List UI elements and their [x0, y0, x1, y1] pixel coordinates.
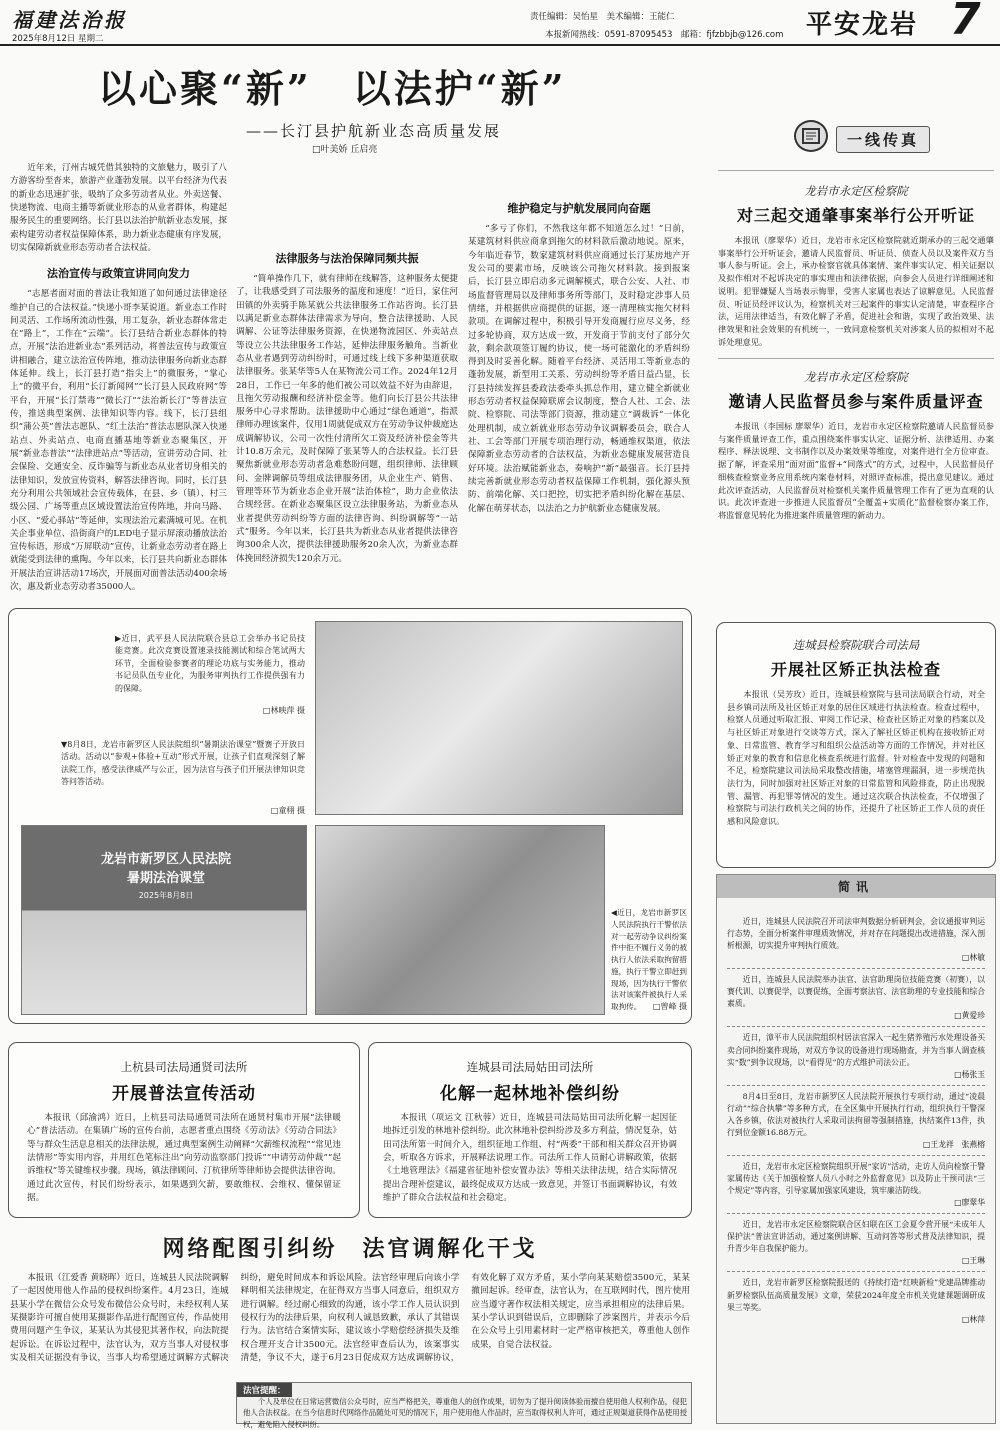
article-body: 本报讯（项运文 江秋蓉）近日，连城县司法局姑田司法所化解一起因征地拆迁引发的林地补偿纠纷。此次林地补偿纠纷涉及多方利益，情况复杂，姑田司法所第一时间介入，组织征地工作组、村“两委”干部和相关群众召开协调会，听取各方诉求，开展释法说理工作。司法所工作人员耐心讲解政策，依据《土地管理法》《福建省征地补偿安置办法》等相关法律法规，结合实际情况提出合理补偿建议，最终促成双方达成一致意见，并签订书面调解协议，有效维护了群众合法权益和社会稳定。: [383, 1113, 677, 1203]
brief-item: [727, 1219, 985, 1266]
judge-tip-box: [236, 1382, 692, 1429]
article-title: 邀请人民监督员参与案件质量评查: [728, 392, 984, 411]
article-body: 本报讯（廖翠华）近日，龙岩市永定区检察院就近期承办的三起交通肇事案举行公开听证会，邀请人民监督员、听证员、侦查人员以及案件双方当事人参与听证。会上，承办检察官就具体案情、案件事实认定、相关证据以及拟作相对不起诉决定的事实理由和法律依据，向参会人员进行详细阐述和说明。犯罪嫌疑人当场表示悔罪，受害人家属也表达了谅解意见。人民监督员、听证员经评议认为，检察机关对三起案件的事实认定清楚，审查程序合法，运用法律适当，有效化解了矛盾，促进社会和谐，实现了政治效果、法律效果和社会效果的有机统一，一致同意检察机关对涉案人员的拟相对不起诉处理意见。: [718, 235, 994, 347]
photo-enforcement: [315, 825, 605, 1015]
brief-item: [727, 1032, 985, 1079]
brief-author: □王琳: [962, 1256, 985, 1266]
section-name: 平安龙岩: [806, 10, 919, 40]
photo-caption-1: ▶近日，武平县人民法院联合县总工会举办书记员技能竞赛。此次竞赛设置速录技能测试和综合笔试两大环节，全面检验参赛者的理论功底与实务能力，推动书记员队伍专业化，为服务审判执行工作提供强有力的保障。: [115, 634, 305, 693]
hotline: 本报新闻热线：0591-87095453 邮箱：fjfzbbjb@126.com: [545, 30, 784, 40]
lead-byline: □叶美娇 丘启亮: [312, 145, 378, 155]
lead-paragraph: “简单操作几下，就有律师在线解答，这种服务太便捷了，让我感受到了司法服务的温度和速度！”近日，家住河田镇的外卖骑手陈某就公共法律服务工作站咨询。长汀县以满足新业态群体法律需求为导向，整合法律援助、人民调解、公证等法律服务资源，在快递物流园区、外卖站点等设立公共法律服务工作站，延伸法律服务触角。当新业态从业者遇到劳动纠纷时，可通过线上线下多种渠道获取法律服务。张某华等5人在某物流公司工作。2024年12月28日，工作已一年多的他们被公司以效益不好为由辞退，且拖欠劳动报酬和经济补偿金等。他们向长汀县公共法律服务中心寻求帮助。法律援助中心通过“绿色通道”，指派律师办理该案件，仅用1周就促成双方在劳动争议仲裁庭达成调解协议，公司一次性付清所欠工资及经济补偿金等共计10.8万余元，及时保障了张某等人的合法权益。长汀县聚焦新就业形态劳动者急难愁盼问题，组织律师、法律顾问、金牌调解员等组成法律服务团，从企业生产、销售、管理等环节为新业态企业开展“法治体检”，助力企业依法合规经营。在新业态聚集区设立法律服务站，为新业态从业者提供劳动纠纷等方面的法律咨询、纠纷调解等“一站式”服务。今年以来，长汀县共为新业态从业者提供法律咨询300余人次，提供法律援助服务20余人次，为新业态群体挽回经济损失120余万元。: [236, 274, 458, 564]
lead-paragraph: “多亏了你们，不然我这年都不知道怎么过！”日前，某建筑材料供应商拿到拖欠的材料款后激动地说。原来，今年临近春节，数家建筑材料供应商通过长汀某房地产开发公司的要素市场，反映该公司拖欠材料款。接到报案后，长汀县立即启动多元调解模式，联合公安、人社、市场监督管理局以及律师事务所等部门，及时稳定涉事人员情绪，并根据供应商提供的证据，逐一清理核实拖欠材料款项。在调解过程中，积极引导开发商履行应尽义务，经过多轮协商，双方达成一致，开发商于节前支付了部分欠款，剩余款项签订履约协议，使一场可能激化的矛盾纠纷得到及时妥善化解。随着平台经济、灵活用工等新业态的蓬勃发展，新型用工关系、劳动纠纷等矛盾日益凸显，长汀县持续发挥县委政法委牵头抓总作用，建立健全新就业形态劳动者权益保障联席会议制度，整合人社、工会、法院、检察院、司法等部门资源，推动建立“调裁诉”一体化处理机制，成立新就业形态劳动争议调解委员会，联合人社、工会等部门开展专项治理行动，畅通维权渠道，依法保障新业态劳动者的合法权益，为新业态健康发展营造良好环境。法治赋能新业态，奏响护“新”最强音。长汀县持续完善新就业形态劳动者权益保障工作机制，强化源头预防、前端化解、关口把控，切实把矛盾纠纷化解在基层、化解在萌芽状态，以法治之力护航新业态健康发展。: [468, 224, 690, 514]
right-article-2: [718, 358, 994, 608]
lead-title: 以心聚“新” 以法护“新”: [98, 66, 567, 111]
tip-label: 法官提醒：: [237, 1383, 292, 1397]
story-body: [10, 1272, 690, 1380]
right-article-1: [718, 170, 994, 360]
issue-date: 2025年8月12日 星期二: [12, 34, 104, 44]
brief-text: 近日，连城县人民法院举办法官、法官助理岗位技能竞赛（初赛），以赛代训、以赛促学，以赛促练，全面考察法官、法官助理的专业技能和综合素质。: [727, 975, 985, 1009]
brief-text: 近日，龙岩市永定区检察院组织开展“家访”活动，走访人员向检察干警家属传达《关于加强检察人员八小时之外监督意见》以及防止干预司法“三个规定”等内容，引导家属加强家风建设，筑牢廉洁防线。: [727, 1162, 985, 1196]
divider: [727, 1271, 985, 1272]
column-header: [778, 118, 988, 160]
lead-column-2: [236, 162, 458, 582]
lead-column-1: [10, 162, 227, 593]
divider: [727, 1085, 985, 1086]
article-kicker: 上杭县司法局通贤司法所: [120, 1060, 248, 1074]
divider: [727, 968, 985, 969]
divider: [727, 1026, 985, 1027]
article-kicker: 连城县司法局姑田司法所: [466, 1060, 594, 1074]
photo-caption-2: ▼8月8日，龙岩市新罗区人民法院组织“暑期法治课堂”暨赛子开放日活动。活动以“参观+体验+互动”形式开展，让孩子们直观深刻了解法院工作，感受法律威严与公正，因为法官与孩子们开展法律知识竞答问答活动。: [61, 740, 305, 787]
brief-author: □林萍: [962, 1314, 985, 1324]
article-body: 本报讯（邱渝鸿）近日，上杭县司法局通贤司法所在通贤村集市开展“法律暖心”普法活动。在集镇广场的宣传台前，志愿者重点围绕《劳动法》《劳动合同法》等与群众生活息息相关的法律法规，通过典型案例生动阐释“欠薪维权流程”“常见违法情形”等实用内容，并用红色笔标注出“向劳动监察部门投诉”“申请劳动仲裁”“起诉维权”等关键维权步骤。现场，镇法律顾问、汀杭律所等律师协会提供法律咨询。通过此次宣传，村民们纷纷表示，如果遇到欠薪，要敢维权、会维权、懂保留证据。: [27, 1113, 341, 1203]
brief-text: 近日，龙岩市永定区检察院联合区妇联在区工会夏令营开展“未成年人保护法”普法宣讲活动，通过案例讲解、互动问答等形式普及法律知识，提升青少年自我保护能力。: [727, 1220, 985, 1254]
briefs-list: [717, 898, 995, 1418]
lead-subtitle: ——长汀县护航新业态高质量发展: [246, 122, 502, 140]
banner-title: 龙岩市新罗区人民法院 暑期法治课堂: [100, 852, 231, 886]
brief-text: 近日，龙岩市新罗区检察院报送的《持续打造“红映新检”党建品牌推动新罗检察队伍高质量发展》文章，荣获2024年度全市机关党建课题调研成果三等奖。: [727, 1278, 985, 1312]
photo-court-competition: [315, 621, 683, 815]
brief-text: 8月4日至8日，龙岩市新罗区人民法院开展执行专项行动，通过“凌晨行动”“综合执攀”等多种方式，在全区集中开展执行行动，组织执行干警深入各乡镇，依法对被执行人采取司法拘留等强制措施，执结案件13件，执行到位金额16.88万元。: [727, 1091, 985, 1137]
article-body: 本报讯（江爱香 黄晓晖）近日，连城县人民法院调解了一起因使用他人作品的侵权纠纷案件。4月23日，连城县某小学在微信公众号发布微信公众号时，未经权利人某某摄影许可擅自使用某摄影作品进行配图宣传，作品使用费用问题产生争议，某某认为其侵犯其著作权，向法院提起诉讼。在诉讼过程中，法官认为，双方当事人对侵权事实及相关证据没有争议，当事人均希望通过调解方式解决纠纷，避免时间成本和诉讼风险。法官经审理后向该小学释明相关法律规定，在征得双方当事人同意后，组织双方进行调解。经过耐心细致的沟通，该小学工作人员认识到侵权行为的法律后果，向权利人诚恳致歉，承认了其错误行为。法官结合案情实际，建议该小学赔偿经济损失及维权合理开支合计3500元。法官经审查后认为，该案事实清楚，争议不大，遂于6月23日促成双方达成调解协议，有效化解了双方矛盾，某小学向某某赔偿3500元，某某撤回起诉。经审查，法官认为，在互联网时代，图片使用应当遵守著作权法相关规定，应当承担相应的法律后果。某小学认识到错误后，立即删除了涉案图片，并表示今后在公众号上引用素材时一定严格审核把关，尊重他人创作成果，自觉合法权益。: [10, 1273, 690, 1363]
lead-paragraph: “志愿者面对面的普法让我知道了如何通过法律途径维护自己的合法权益。”快递小哥李某说道。新业态工作时间灵活、工作场所流动性强，用工复杂，新业态群体常走在“路上”，工作在“云端”。长汀县结合新业态群体的特点，开展“法治进新业态”系列活动，将普法宣传与政策宣讲相融合，建立法治宣传阵地，推动法律服务向新业态群体延伸。线上，长汀县打造“指尖上”的微服务，“掌心上”的微平台，利用“长汀新闻网”“长汀县人民政府网”等平台，开展“长汀禁毒”“微长汀”“法治新长汀”等普法宣传，推送典型案例、法律知识等内容。线下，长汀县组织“蒲公英”普法志愿队、“红土法治”普法志愿队深入快递站点、外卖站点、电商直播基地等新业态聚集区，开展“新业态普法”“法律进站点”等活动，宣讲劳动合同、社会保险、交通安全、反诈骗等与新业态从业者切身相关的法律知识，发放宣传资料，解答法律咨询。同时，长汀县充分利用公共领域社会宣传载体，在县、乡（镇）、村三级公园、广场等重点区域设置法治宣传阵地，并向马路、小区、“爱心驿站”等延伸，实现法治元素满城可见。在机关企事业单位、沿街商户的LED电子显示屏滚动播放法治宣传标语，形成“万屏联动”宣传，让新业态劳动者在路上就能受到法律的熏陶。今年以来，长汀县共向新业态群体开展法治宣讲活动17场次，开展面对面普法活动400余场次，惠及新业态劳动者35000人。: [10, 289, 227, 593]
brief-author: □黄爱珍: [954, 1011, 985, 1021]
article-body: 本报讯（吴芳玫）近日，连城县检察院与县司法局联合行动，对全县乡镇司法所及社区矫正对象的居住区域进行执法检查。检查过程中，检察人员通过听取汇报、审阅工作记录、检查社区矫正对象的档案以及与社区矫正对象进行交谈等方式，深入了解社区矫正机构在接收矫正对象、日常监管、教育学习和组织公益活动等方面的工作情况，并对社区矫正对象的教育和信息化核查系统进行监督。针对检查中发现的问题和不足，检察院建议司法局采取整改措施，堵塞管理漏洞，进一步规范执法行为，同时加强对社区矫正对象的日常监管和风险排查，防止出现脱管、漏管、再犯罪等情况的发生。通过这次联合执法检查，不仅增强了检察院与司法行政机关之间的协作，还提升了社区矫正工作人员的责任感和风险意识。: [727, 689, 985, 827]
brief-item: [727, 916, 985, 963]
brief-item: [727, 1277, 985, 1324]
article-title: 开展普法宣传活动: [112, 1084, 256, 1104]
brief-item: [727, 1091, 985, 1150]
masthead: [0, 0, 1000, 46]
brief-author: □王龙祥 张燕榕: [923, 1140, 985, 1150]
article-kicker: 连城县检察院联合司法局: [792, 638, 920, 652]
lead-paragraph: 近年来，汀州古城凭借其独特的文旅魅力，吸引了八方游客纷至沓来，旅游产业蓬勃发展。以平台经济为代表的新业态迅速扩张，吸纳了众多劳动者从业。外卖送餐、快递物流、电商主播等新就业形态的从业者群体，构建起服务民生的重要网络。长汀县以法治护航新业态发展，探索构建劳动者权益保障体系，助力新业态健康有序发展，切实保障新就业形态劳动者合法权益。: [10, 163, 227, 253]
brief-text: 近日，漳平市人民法院组织村居法官深入一起生猪养殖污水处理设备买卖合同纠纷案件现场，对双方争议的设备进行现场勘查，并为当事人调查核实“数”到争议现场，以“看得见”的方式维护司法公正。: [727, 1033, 985, 1067]
article-kicker: 龙岩市永定区检察院: [804, 184, 908, 198]
briefs-panel: [716, 874, 996, 1424]
bottom-left-box: [8, 1042, 360, 1218]
brief-item: [727, 974, 985, 1021]
briefs-header: 简讯: [717, 875, 995, 898]
lead-subhead: 法治宣传与政策宣讲同向发力: [47, 267, 190, 281]
photo-credit-3: □曾峰 摄: [652, 1002, 687, 1011]
photo-feature-box: [8, 608, 692, 1024]
photo-credit-1: □林映萍 摄: [262, 706, 305, 715]
photo-caption-3: ◀近日，龙岩市新罗区人民法院执行干警依法对一起劳动争议纠纷案件中拒不履行义务的被执行人依法采取拘留措施，执行干警立即赶到现场，因为执行干警依法对该案件被执行人采取拘传。: [611, 908, 687, 1012]
brief-author: □杨张玉: [954, 1069, 985, 1079]
photo-law-class: [21, 825, 307, 1015]
tip-text: 个人及单位在日常运营微信公众号时，应当严格把关，尊重他人的创作成果，切勿为了提升阅读体验而擅自使用他人权利作品，侵犯他人合法权益。在当今信息时代网络作品随处可见的情况下，用户使用他人作品时，应当取得权利人许可，通过正规渠道获得作品使用授权，避免陷入侵权纠纷。: [243, 1397, 687, 1429]
story-title: 网络配图引纠纷 法官调解化干戈: [162, 1236, 538, 1262]
divider: [727, 1213, 985, 1214]
lead-subhead: 法律服务与法治保障同频共振: [275, 252, 419, 265]
lead-column-3: [468, 162, 690, 582]
editor-credits: 责任编辑：吴怡星 美术编辑：王能仁: [530, 12, 675, 22]
right-article-3: [716, 622, 996, 868]
brief-author: □林敏: [962, 953, 985, 963]
article-kicker: 龙岩市永定区检察院: [804, 370, 908, 384]
brief-item: [727, 1161, 985, 1208]
divider: [727, 1155, 985, 1156]
lead-subhead: 维护稳定与护航发展同向奋题: [507, 202, 651, 215]
article-title: 开展社区矫正执法检查: [770, 660, 941, 679]
newspaper-logo: 福建法治报: [12, 8, 127, 32]
brief-text: 近日，连城县人民法院召开司法审判数据分析研判会，会议通报审判运行态势，全面分析案件审理质效情况，并对存在问题提出改进措施，深入剖析根源，切实提升审判执行质效。: [727, 917, 985, 951]
article-body: 本报讯（李国标 廖翠华）近日，龙岩市永定区检察院邀请人民监督员参与案件质量评查工作，重点围绕案件事实认定、证据分析、法律适用、办案程序、释法说理、文书制作以及办案效果等维度，对案件进行全方位审查。据了解，评查采用“面对面”监督+“同落式”的方式，过程中，人民监督员仔细核查检察业务应用系统内案卷材料，对照评查标准，提出意见建议。通过此次评查活动，人民监督员对检察机关案件质量管理工作有了更为直观的认识。此次评查进一步推进人民监督员“全覆盖+实质化”监督检察办案工作，将监督意见转化为推进案件质量管理的新动力。: [718, 421, 994, 520]
photo-credit-2: □童栩 摄: [270, 806, 305, 815]
brief-author: □廖翠华: [954, 1198, 985, 1208]
newspaper-icon: [794, 120, 828, 152]
bottom-mid-box: [368, 1042, 692, 1218]
page-number: 7: [950, 0, 981, 45]
banner-date: 2025年8月8日: [138, 891, 194, 900]
article-title: 化解一起林地补偿纠纷: [440, 1084, 620, 1104]
column-title: 一线传真: [836, 126, 930, 153]
article-title: 对三起交通肇事案举行公开听证: [736, 206, 975, 225]
